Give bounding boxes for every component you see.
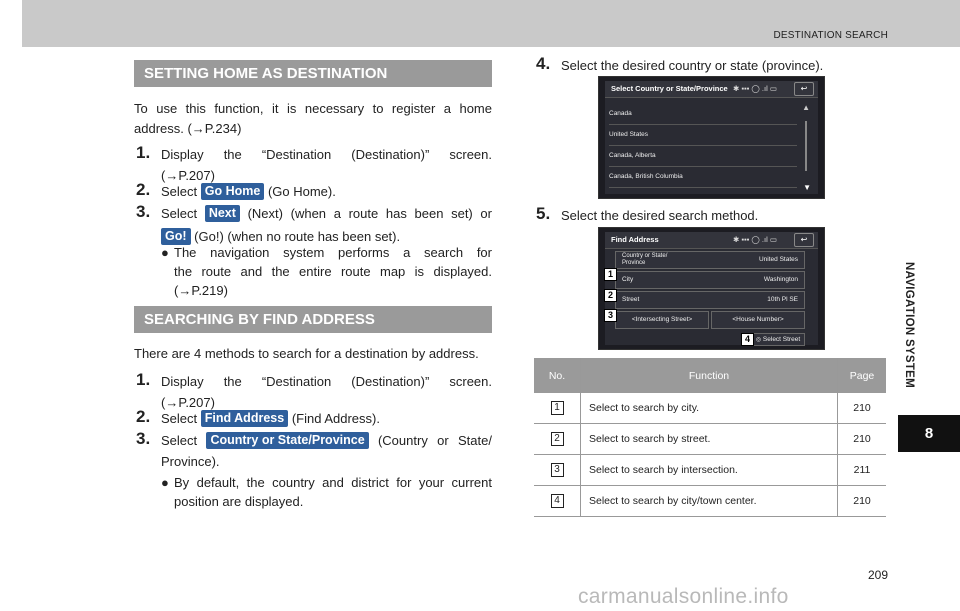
back-icon[interactable]: ↩ <box>794 82 814 96</box>
scroll-down-icon[interactable]: ▼ <box>803 183 811 192</box>
step-select-country-state: 4. Select the desired country or state (province). <box>536 54 824 73</box>
table-header-no: No. <box>534 358 581 393</box>
row-number: 1 <box>551 401 564 415</box>
watermark: carmanualsonline.info <box>578 585 789 608</box>
scroll-up-icon[interactable]: ▲ <box>802 103 810 112</box>
next-button[interactable]: Next <box>205 205 240 222</box>
select-street-button[interactable]: ◎ Select Street <box>751 333 805 346</box>
function-table <box>534 358 886 517</box>
list-item[interactable]: Canada, British Columbia <box>609 168 797 188</box>
table-header-function: Function <box>581 358 838 393</box>
callout-badge: 3 <box>604 309 617 322</box>
side-chapter-label: NAVIGATION SYSTEM <box>903 261 915 389</box>
list-item[interactable]: Canada <box>609 105 797 125</box>
find-address-screen <box>598 227 825 350</box>
step-select-go-home: 2. Select Go Home (Go Home). <box>136 180 336 199</box>
section-title-home: SETTING HOME AS DESTINATION <box>134 60 492 87</box>
step-select-country: 3. Select Country or State/Province (Country or State/ Province). <box>136 429 492 469</box>
status-icons: ✱ ▪▪▪ ◯ .ıl ▭ <box>733 235 777 244</box>
intro-line-2: address. (→P.234) <box>134 121 242 136</box>
screen-title-bar: Find Address ✱ ▪▪▪ ◯ .ıl ▭ ↩ <box>605 232 818 249</box>
intersecting-street-button[interactable]: <Intersecting Street> <box>615 311 709 329</box>
status-icons: ✱ ▪▪▪ ◯ .ıl ▭ <box>733 84 777 93</box>
callout-badge: 1 <box>604 268 617 281</box>
country-state-row[interactable]: Country or State/ Province United States <box>615 251 805 269</box>
find-address-button[interactable]: Find Address <box>201 410 288 427</box>
chapter-tab: 8 <box>898 415 960 452</box>
step-display-destination: 1. Display the “Destination (Destination)” screen. (→P.207) <box>136 143 492 183</box>
section-title-find-address: SEARCHING BY FIND ADDRESS <box>134 306 492 333</box>
list-item[interactable]: Canada, Alberta <box>609 147 797 167</box>
table-row: 1 Select to search by city. 210 <box>534 393 886 424</box>
intro-methods: There are 4 methods to search for a destination by address. <box>134 346 479 361</box>
step-select-next-go: 3. Select Next (Next) (when a route has been set) or Go! (Go!) (when no route has been set). <box>136 202 492 244</box>
row-number: 4 <box>551 494 564 508</box>
table-row: 4 Select to search by city/town center. 210 <box>534 486 886 517</box>
step-select-search-method: 5. Select the desired search method. <box>536 204 759 223</box>
scrollbar[interactable] <box>805 121 807 171</box>
callout-badge: 4 <box>741 333 754 346</box>
country-select-screen <box>598 76 825 199</box>
header-title: DESTINATION SEARCH <box>773 30 888 41</box>
table-header-page: Page <box>838 358 887 393</box>
table-row: 3 Select to search by intersection. 211 <box>534 455 886 486</box>
intro-line-1: To use this function, it is necessary to register a home <box>134 101 492 116</box>
row-number: 3 <box>551 463 564 477</box>
go-home-button[interactable]: Go Home <box>201 183 265 200</box>
bullet-default-country: ● By default, the country and district for your current position are displayed. <box>161 475 492 509</box>
table-row: 2 Select to search by street. 210 <box>534 424 886 455</box>
back-icon[interactable]: ↩ <box>794 233 814 247</box>
street-row[interactable]: Street 10th Pl SE <box>615 291 805 309</box>
page-number: 209 <box>867 568 888 582</box>
list-item[interactable]: United States <box>609 126 797 146</box>
screen-title-bar: Select Country or State/Province ✱ ▪▪▪ ◯ .ıl ▭ ↩ <box>605 81 818 98</box>
go-button[interactable]: Go! <box>161 228 191 245</box>
step-display-destination-2: 1. Display the “Destination (Destination)” screen. (→P.207) <box>136 370 492 410</box>
bullet-route-search: ● The navigation system performs a search for the route and the entire route map is displayed. (→P.219) <box>161 245 492 298</box>
row-number: 2 <box>551 432 564 446</box>
target-icon: ◎ <box>755 337 762 343</box>
country-state-button[interactable]: Country or State/Province <box>206 432 368 449</box>
callout-badge: 2 <box>604 289 617 302</box>
step-select-find-address: 2. Select Find Address (Find Address). <box>136 407 380 426</box>
city-row[interactable]: City Washington <box>615 271 805 289</box>
house-number-button[interactable]: <House Number> <box>711 311 805 329</box>
